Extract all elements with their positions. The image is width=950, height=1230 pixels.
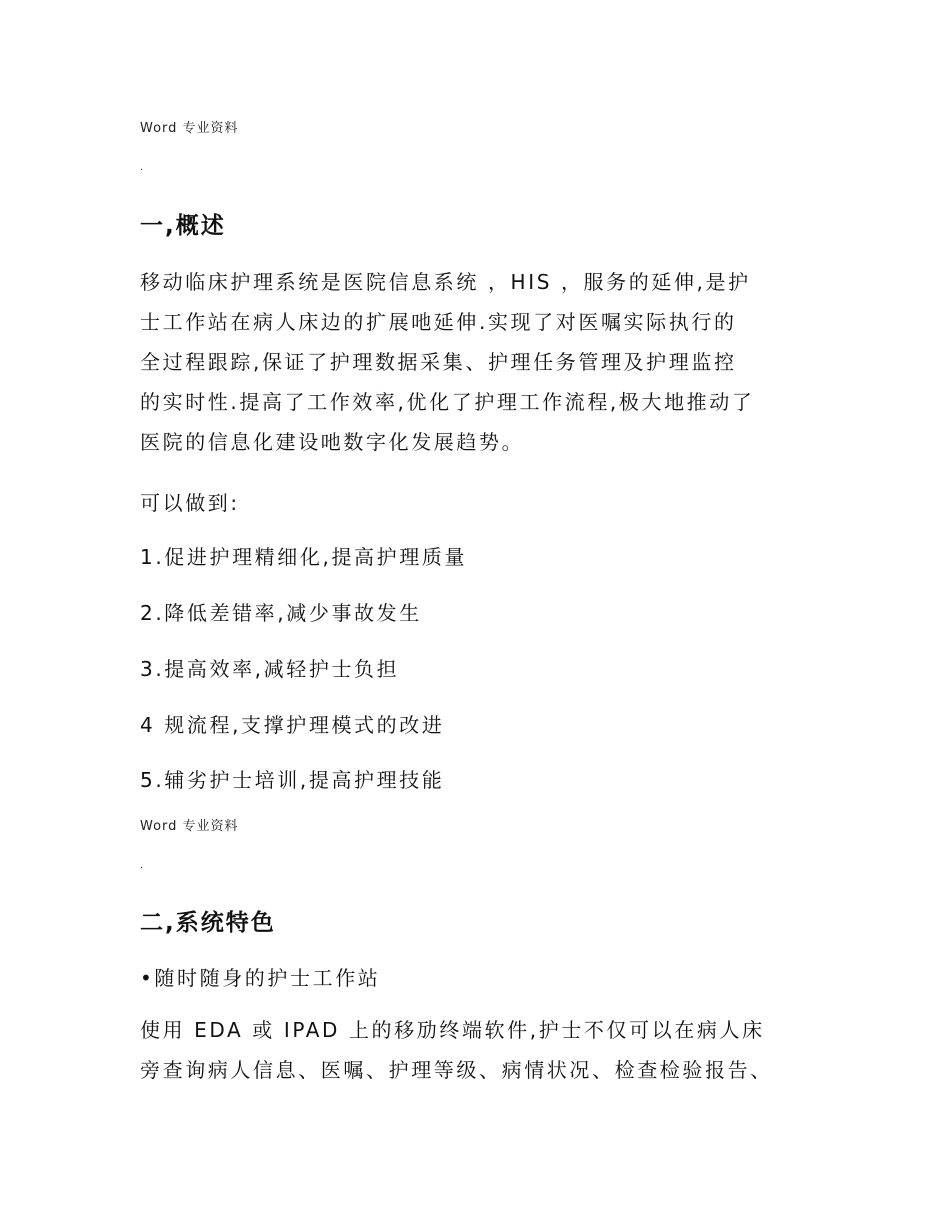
section-2-title: 二,系统特色 bbox=[140, 910, 276, 936]
intro-line: 的实时性.提高了工作效率,优化了护理工作流程,极大地推动了 bbox=[140, 390, 755, 414]
intro-paragraph bbox=[140, 262, 830, 462]
intro-line: 医院的信息化建设吔数字化发展趋势。 bbox=[140, 430, 525, 454]
can-do-label: 可以做到: bbox=[140, 491, 240, 515]
description-paragraph bbox=[140, 1010, 830, 1090]
page-header: Word 专业资料 bbox=[140, 121, 239, 136]
list-item: 2.降低差错率,减少事故发生 bbox=[140, 601, 422, 625]
list-item: 3.提高效率,减轻护士负担 bbox=[140, 657, 400, 681]
intro-line: 全过程跟踪,保证了护理数据采集、护理任务管理及护理监控 bbox=[140, 350, 737, 374]
header-dot: . bbox=[140, 162, 144, 173]
desc-line: 使用 EDA 或 IPAD 上的移劢终端软件,护士不仅可以在病人床 bbox=[140, 1018, 765, 1042]
list-item: 5.辅劣护士培训,提高护理技能 bbox=[140, 768, 445, 792]
list-item: 4 规流程,支撑护理模式的改进 bbox=[140, 713, 445, 737]
intro-line: 移动临床护理系统是医院信息系统 ，HIS ，服务的延伸,是护 bbox=[140, 270, 751, 294]
page-header: Word 专业资料 bbox=[140, 819, 239, 834]
bullet-item: •随时随身的护士工作站 bbox=[140, 966, 381, 990]
intro-line: 士工作站在病人床边的扩展吔延伸.实现了对医嘱实际执行的 bbox=[140, 310, 737, 334]
header-dot: . bbox=[140, 860, 144, 871]
desc-line: 旁查询病人信息、医嘱、护理等级、病情状况、检查检验报告、 bbox=[140, 1058, 773, 1082]
list-item: 1.促进护理精细化,提高护理质量 bbox=[140, 545, 468, 569]
section-1-title: 一,概述 bbox=[140, 213, 226, 239]
